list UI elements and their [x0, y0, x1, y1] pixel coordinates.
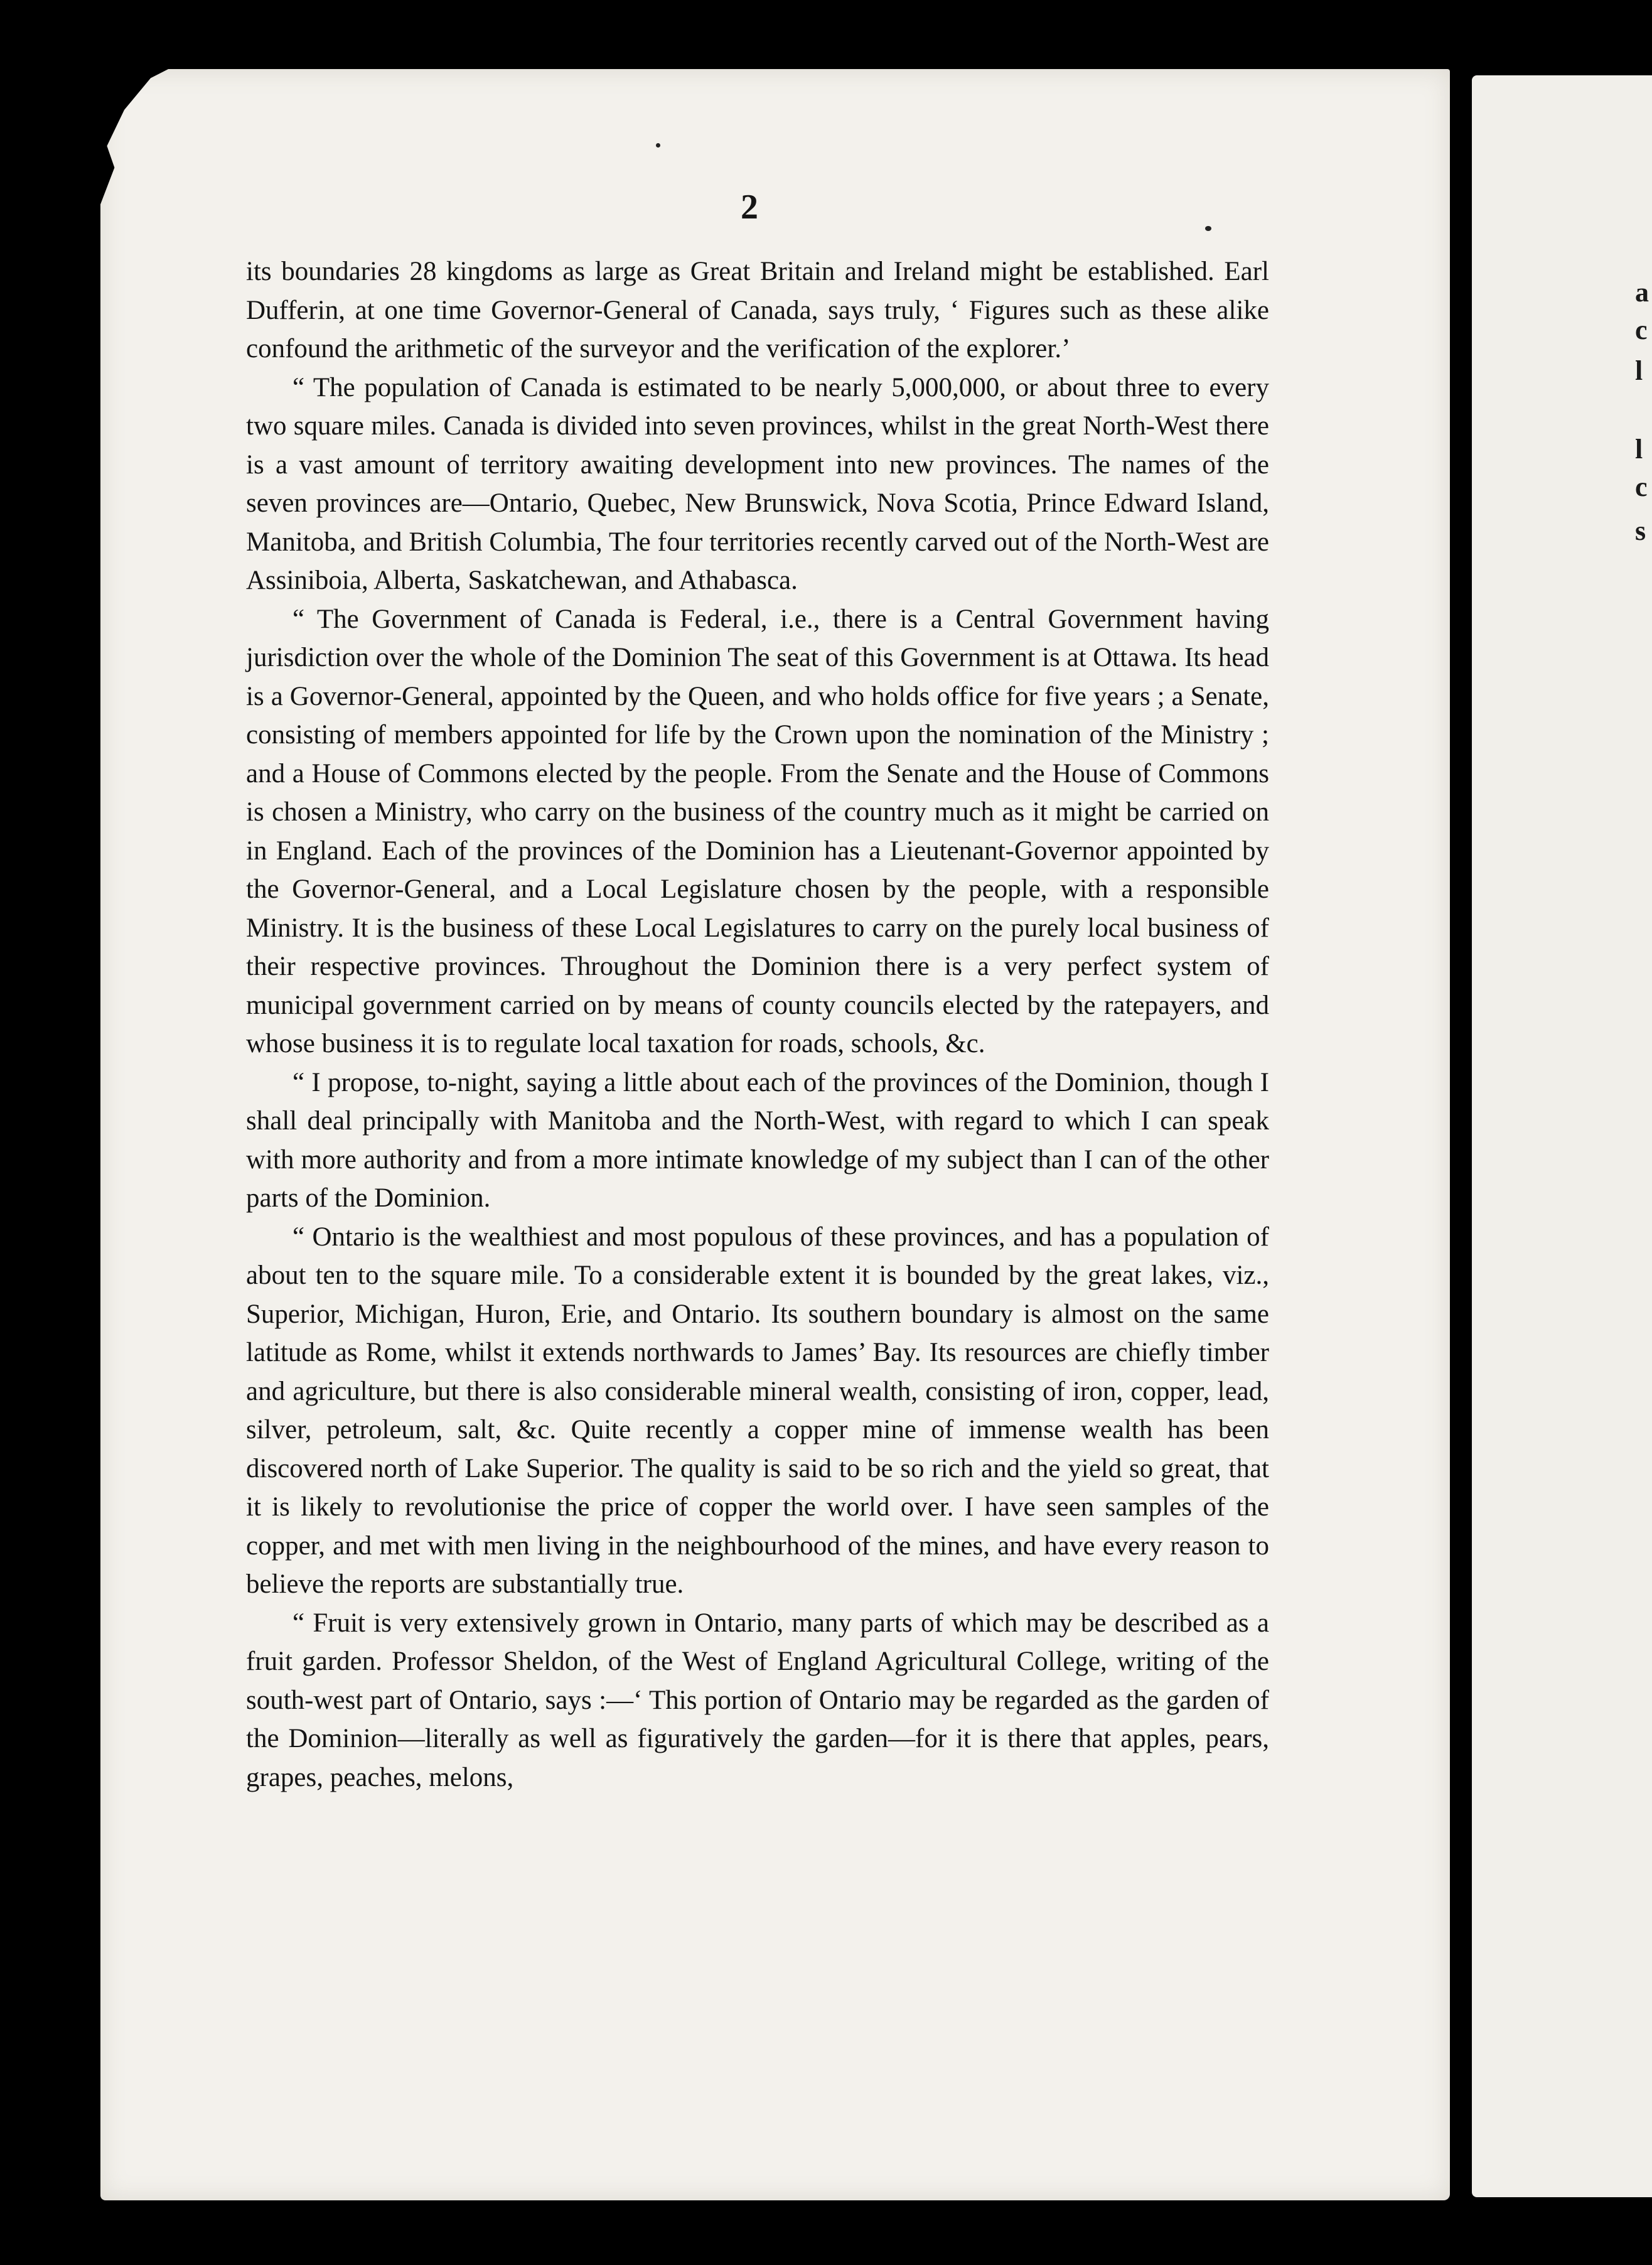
adjacent-page — [1472, 75, 1652, 2197]
paragraph: its boundaries 28 kingdoms as large as Great Britain and Ireland might be established. Earl Dufferin, at one time Governor-General of Canada, says truly, ‘ Figures such as these alike confound the arithmetic of the surveyor and the verification of the explorer.’ — [246, 257, 1269, 363]
page-number: 2 — [741, 188, 758, 227]
paragraph: “ Ontario is the wealthiest and most populous of these provinces, and has a population of about ten to the square mile. To a considerable extent it is bounded by the great lakes, viz., Superior, Michigan, Huron, Erie, and Ontario. Its southern boundary is almost on the same latitude as Rome, whilst it extends northwards to James’ Bay. Its resources are chiefly timber and agriculture, but there is also considerable mineral wealth, consisting of iron, copper, lead, silver, petroleum, salt, &c. Quite recently a copper mine of immense wealth has been discovered north of Lake Superior. The quality is said to be so rich and the yield so great, that it is likely to revolutionise the price of copper the world over. I have seen samples of the copper, and met with men living in the neighbourhood of the mines, and have every reason to believe the reports are substantially true. — [246, 1222, 1269, 1599]
adjacent-page-letter: l — [1635, 434, 1643, 465]
adjacent-page-letter: s — [1635, 515, 1646, 546]
paragraph: “ I propose, to-night, saying a little about each of the provinces of the Dominion, though I shall deal principally with Manitoba and the North-West, with regard to which I can speak with more authority and from a more intimate knowledge of my subject than I can of the other parts of the Dominion. — [246, 1067, 1269, 1213]
adjacent-page-letter: l — [1635, 355, 1643, 386]
paragraph: “ The Government of Canada is Federal, i.e., there is a Central Government having jurisdiction over the whole of the Dominion The seat of this Government is at Ottawa. Its head is a Governor-General, appointed by the Queen, and who holds office for five years ; a Senate, consisting of members appointed for life by the Crown upon the nomination of the Ministry ; and a House of Commons elected by the people. From the Senate and the House of Commons is chosen a Ministry, who carry on the business of the country much as it might be carried on in England. Each of the provinces of the Dominion has a Lieutenant-Governor appointed by the Governor-General, and a Local Legislature chosen by the people, with a responsible Ministry. It is the business of these Local Legislatures to carry on the purely local business of their respective provinces. Throughout the Dominion there is a very perfect system of municipal government carried on by means of county councils elected by the ratepayers, and whose business it is to regulate local taxation for roads, schools, &c. — [246, 604, 1269, 1058]
ink-speck — [1205, 226, 1211, 231]
body-text — [246, 252, 1269, 1797]
ink-speck — [656, 143, 660, 148]
adjacent-page-letter: a — [1635, 277, 1649, 308]
adjacent-page-letter: c — [1635, 471, 1648, 502]
paragraph: “ The population of Canada is estimated to be nearly 5,000,000, or about three to every two square miles. Canada is divided into seven provinces, whilst in the great North-West there is a vast amount of territory awaiting development into new provinces. The names of the seven provinces are—Ontario, Quebec, New Brunswick, Nova Scotia, Prince Edward Island, Manitoba, and British Columbia, The four territories recently carved out of the North-West are Assiniboia, Alberta, Saskatchewan, and Athabasca. — [246, 372, 1269, 595]
adjacent-page-letter: c — [1635, 315, 1648, 345]
paragraph: “ Fruit is very extensively grown in Ontario, many parts of which may be described as a fruit garden. Professor Sheldon, of the West of England Agricultural College, writing of the south-west part of Ontario, says :—‘ This portion of Ontario may be regarded as the garden of the Dominion—literally as well as figuratively the garden—for it is there that apples, pears, grapes, peaches, melons, — [246, 1608, 1269, 1792]
